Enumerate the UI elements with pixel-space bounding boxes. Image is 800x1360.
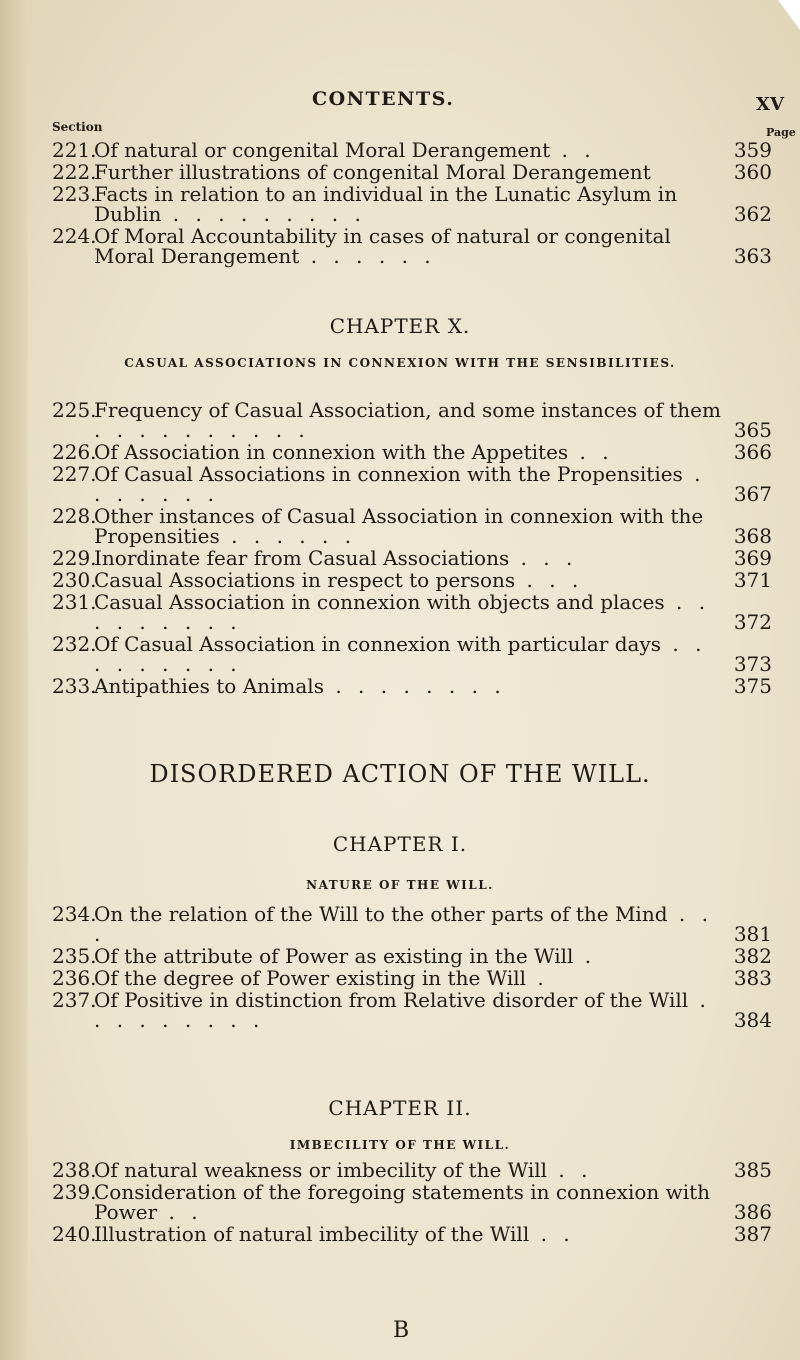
entry-page-number: 385: [733, 1158, 772, 1182]
entry-title-line: [94, 968, 724, 988]
entry-page-number: 386: [733, 1200, 772, 1224]
entry-title-line: [94, 400, 724, 440]
entry-page-number: 369: [733, 546, 772, 570]
entry-page-number: 375: [733, 674, 772, 698]
toc-entry: [52, 464, 772, 504]
entry-page-number: 387: [733, 1222, 772, 1246]
toc-entry: [52, 442, 772, 462]
entry-title: Of Casual Associations in connexion with the Propensities: [94, 462, 683, 486]
entry-title-line: [94, 990, 724, 1030]
toc-entry: [52, 676, 772, 696]
signature-mark: B: [393, 1318, 410, 1343]
toc-entry: [52, 946, 772, 966]
entry-leader-dots: . . .: [515, 568, 584, 592]
running-head: [0, 88, 800, 118]
entry-leader-dots: . .: [529, 1222, 575, 1246]
entry-page-number: 362: [733, 202, 772, 226]
entry-title: Consideration of the foregoing statements in connexion with Power: [94, 1180, 711, 1224]
page-column-label: Page: [766, 126, 796, 139]
entry-section-number: 226.: [52, 440, 97, 464]
chapter-subheading: IMBECILITY OF THE WILL.: [289, 1138, 511, 1152]
entry-title-line: [94, 570, 724, 590]
toc-entry: [52, 1182, 772, 1222]
toc-entry: [52, 634, 772, 674]
entry-page-number: 373: [733, 652, 772, 676]
entry-leader-dots: .: [573, 944, 597, 968]
entry-title: Frequency of Casual Association, and some instances of them: [94, 398, 721, 422]
toc-entry: [52, 968, 772, 988]
toc-entry: [52, 184, 772, 224]
toc-entry: [52, 400, 772, 440]
entry-section-number: 236.: [52, 966, 97, 990]
page-gutter: [0, 0, 28, 1360]
entry-page-number: 367: [733, 482, 772, 506]
entry-section-number: 224.: [52, 224, 97, 248]
entry-title-line: [94, 676, 724, 696]
entry-leader-dots: . . . . . . . .: [323, 674, 506, 698]
entry-section-number: 230.: [52, 568, 97, 592]
entry-page-number: 359: [733, 138, 772, 162]
entry-title-line: [94, 162, 724, 182]
entry-page-number: 365: [733, 418, 772, 442]
toc-entries-chapter-x: [52, 400, 772, 698]
entry-section-number: 238.: [52, 1158, 97, 1182]
entry-title: Of natural or congenital Moral Derangement: [94, 138, 551, 162]
entry-leader-dots: . . . . . . . . .: [94, 590, 711, 634]
entry-title: Other instances of Casual Association in connexion with the Propensities: [94, 504, 704, 548]
entry-leader-dots: .: [526, 966, 549, 990]
entry-section-number: 234.: [52, 902, 97, 926]
entry-title-line: [94, 442, 724, 462]
entry-section-number: 232.: [52, 632, 97, 656]
entry-page-number: 363: [733, 244, 772, 268]
entry-title-line: [94, 634, 724, 674]
toc-entry: [52, 548, 772, 568]
entry-section-number: 228.: [52, 504, 97, 528]
entry-title-line: [94, 140, 724, 160]
toc-entry: [52, 140, 772, 160]
section-column-label: Section: [52, 120, 103, 134]
toc-entry: [52, 226, 772, 266]
entry-leader-dots: . . . . . . . . .: [94, 988, 711, 1032]
entry-title: Of the attribute of Power as existing in the Will: [94, 944, 574, 968]
page-number: XV: [756, 94, 784, 115]
part-title: DISORDERED ACTION OF THE WILL.: [149, 760, 651, 788]
entry-page-number: 372: [733, 610, 772, 634]
entry-title-line: [94, 1160, 724, 1180]
toc-entry: [52, 592, 772, 632]
entry-title: Antipathies to Animals: [94, 674, 324, 698]
entry-leader-dots: . .: [568, 440, 614, 464]
entry-title-line: [94, 548, 724, 568]
entry-leader-dots: . . . . . . . . .: [161, 202, 366, 226]
entry-leader-dots: . . .: [94, 902, 713, 946]
entry-leader-dots: . . . . . . . . .: [94, 632, 707, 676]
entry-title-line: [94, 946, 724, 966]
entry-title: Of Association in connexion with the Appetites: [94, 440, 569, 464]
entry-title: Of Casual Association in connexion with particular days: [94, 632, 662, 656]
toc-entry: [52, 162, 772, 182]
entry-section-number: 233.: [52, 674, 97, 698]
entry-title: Casual Associations in respect to persons: [94, 568, 516, 592]
toc-entry: [52, 1160, 772, 1180]
entry-section-number: 221.: [52, 138, 97, 162]
entry-title: Illustration of natural imbecility of the Will: [94, 1222, 530, 1246]
entry-title-line: [94, 1224, 724, 1244]
entry-section-number: 229.: [52, 546, 97, 570]
entry-title-line: [94, 1182, 724, 1222]
chapter-heading: CHAPTER I.: [332, 832, 468, 856]
chapter-subheading: NATURE OF THE WILL.: [306, 878, 494, 892]
page-corner: [778, 0, 800, 30]
entry-section-number: 240.: [52, 1222, 97, 1246]
chapter-heading: CHAPTER II.: [328, 1096, 472, 1120]
toc-entry: [52, 1224, 772, 1244]
toc-entries-chapter-i: [52, 904, 772, 1032]
entry-title-line: [94, 464, 724, 504]
entry-title: Casual Association in connexion with objects and places: [94, 590, 665, 614]
entry-title: Facts in relation to an individual in the Lunatic Asylum in Dublin: [94, 182, 678, 226]
entry-page-number: 368: [733, 524, 772, 548]
entry-section-number: 222.: [52, 160, 97, 184]
entry-title-line: [94, 904, 724, 944]
toc-entries-chapter-ii: [52, 1160, 772, 1246]
chapter-heading: CHAPTER X.: [329, 314, 471, 338]
entry-leader-dots: . .: [550, 138, 596, 162]
entry-title: Inordinate fear from Casual Associations: [94, 546, 510, 570]
entry-title: Of natural weakness or imbecility of the Will: [94, 1158, 548, 1182]
entry-title: Further illustrations of congenital Moral Derangement: [94, 160, 651, 184]
chapter-subheading: CASUAL ASSOCIATIONS IN CONNEXION WITH THE SENSIBILITIES.: [124, 356, 676, 370]
entry-leader-dots: . . . . . .: [219, 524, 357, 548]
entry-title-line: [94, 506, 724, 546]
entry-title: Of the degree of Power existing in the Will: [94, 966, 527, 990]
entry-section-number: 227.: [52, 462, 97, 486]
entry-page-number: 382: [733, 944, 772, 968]
entry-title-line: [94, 184, 724, 224]
entry-section-number: 225.: [52, 398, 97, 422]
entry-section-number: 231.: [52, 590, 97, 614]
entry-page-number: 384: [733, 1008, 772, 1032]
entry-page-number: 383: [733, 966, 772, 990]
entry-leader-dots: . . .: [509, 546, 578, 570]
toc-entry: [52, 506, 772, 546]
entry-title-line: [94, 592, 724, 632]
toc-entry: [52, 570, 772, 590]
entry-section-number: 237.: [52, 988, 97, 1012]
toc-entries-group-1: [52, 140, 772, 268]
page-title: CONTENTS.: [312, 88, 455, 110]
entry-section-number: 223.: [52, 182, 97, 206]
entry-title: Of Moral Accountability in cases of natural or congenital Moral Derangement: [94, 224, 671, 268]
toc-entry: [52, 904, 772, 944]
entry-leader-dots: . . . . . . .: [94, 462, 706, 506]
entry-page-number: 360: [733, 160, 772, 184]
entry-page-number: 366: [733, 440, 772, 464]
entry-leader-dots: . . . . . . . . . .: [94, 418, 310, 442]
entry-title: Of Positive in distinction from Relative disorder of the Will: [94, 988, 689, 1012]
entry-leader-dots: . . . . . .: [299, 244, 436, 268]
entry-section-number: 235.: [52, 944, 97, 968]
entry-title: On the relation of the Will to the other parts of the Mind: [94, 902, 668, 926]
entry-section-number: 239.: [52, 1180, 97, 1204]
entry-page-number: 371: [733, 568, 772, 592]
entry-title-line: [94, 226, 724, 266]
entry-page-number: 381: [733, 922, 772, 946]
entry-leader-dots: . .: [547, 1158, 593, 1182]
entry-leader-dots: . .: [157, 1200, 203, 1224]
toc-entry: [52, 990, 772, 1030]
